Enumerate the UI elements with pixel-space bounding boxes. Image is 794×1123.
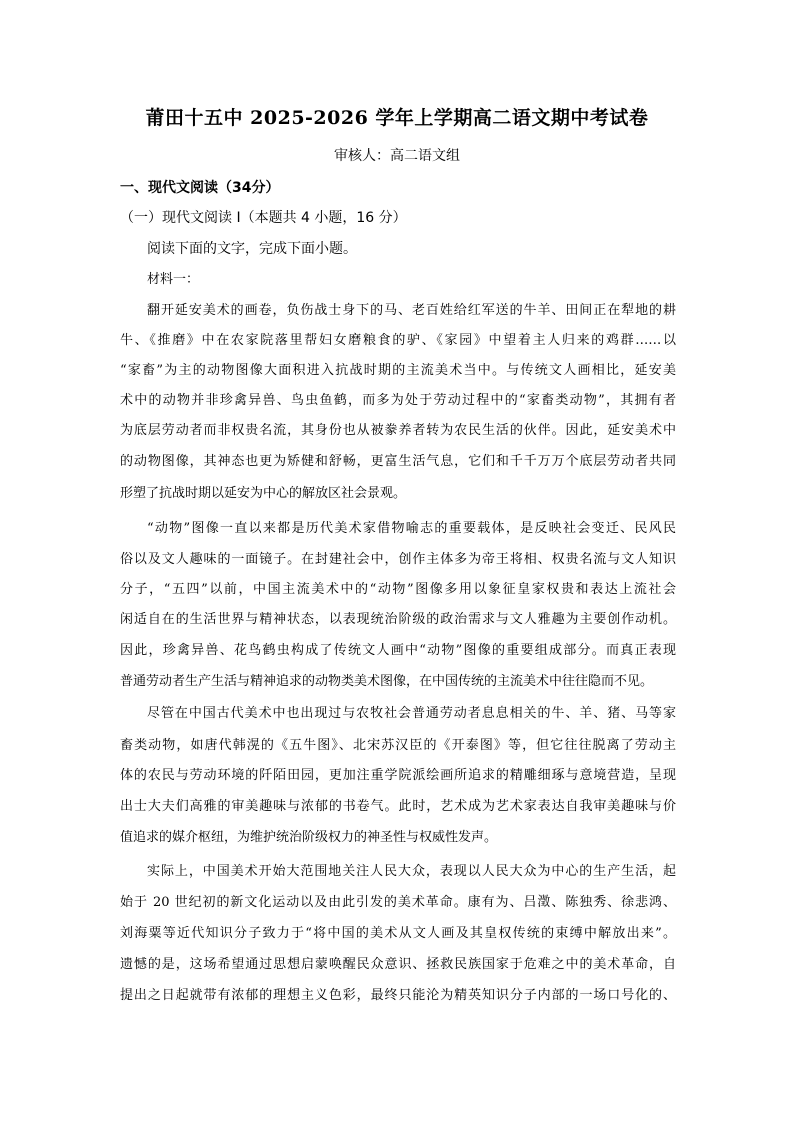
- page-title: 莆田十五中 2025-2026 学年上学期高二语文期中考试卷: [145, 107, 649, 129]
- subsection-heading: （一）现代文阅读 I（本题共 4 小题，16 分）: [120, 210, 407, 226]
- paragraph-line: 普通劳动者生产生活与精神追求的动物类美术图像，在中国传统的主流美术中往往隐而不见。: [120, 674, 654, 689]
- paragraph-line: 尽管在中国古代美术中也出现过与农牧社会普通劳动者息息相关的牛、羊、猪、马等家: [147, 706, 676, 721]
- paragraph-line: 翻开延安美术的画卷，负伤战士身下的马、老百姓给红军送的牛羊、田间正在犁地的耕: [147, 303, 676, 318]
- paragraph-line: 因此，珍禽异兽、花鸟鹤虫构成了传统文人画中“动物”图像的重要组成部分。而真正表现: [120, 643, 676, 658]
- paragraph-line: 始于 20 世纪初的新文化运动以及由此引发的美术革命。康有为、吕澂、陈独秀、徐悲鸿、: [120, 895, 676, 910]
- paragraph-line: 为底层劳动者而非权贵名流，其身份也从被豢养者转为农民生活的伙伴。因此，延安美术中: [120, 423, 676, 438]
- paragraph-line: 牛、《推磨》中在农家院落里帮妇女磨粮食的驴、《家园》中望着主人归来的鸡群……以: [120, 333, 676, 348]
- paragraph-line: 形塑了抗战时期以延安为中心的解放区社会景观。: [120, 486, 407, 501]
- paragraph-line: 值追求的媒介枢纽，为维护统治阶级权力的神圣性与权威性发声。: [120, 830, 498, 845]
- paragraph-line: 体的农民与劳动环境的阡陌田园，更加注重学院派绘画所追求的精雕细琢与意境营造，呈现: [120, 768, 676, 783]
- paragraph-line: 提出之日起就带有浓郁的理想主义色彩，最终只能沦为精英知识分子内部的一场口号化的、: [120, 988, 676, 1003]
- paragraph-line: “家畜”为主的动物图像大面积进入抗战时期的主流美术当中。与传统文人画相比，延安美: [120, 363, 676, 378]
- paragraph-line: 术中的动物并非珍禽异兽、鸟虫鱼鹤，而多为处于劳动过程中的“家畜类动物”，其拥有者: [120, 393, 676, 408]
- paragraph-line: 分子，“五四”以前，中国主流美术中的“动物”图像多用以象征皇家权贵和表达上流社会: [120, 582, 676, 597]
- paragraph-line: 出士大夫们高雅的审美趣味与浓郁的书卷气。此时，艺术成为艺术家表达自我审美趣味与价: [120, 799, 676, 814]
- paragraph-line: 刘海粟等近代知识分子致力于“将中国的美术从文人画及其皇权传统的束缚中解放出来”。: [120, 926, 676, 941]
- section-heading: 一、现代文阅读（34分）: [120, 180, 280, 196]
- paragraph-line: 遗憾的是，这场希望通过思想启蒙唤醒民众意识、拯救民族国家于危难之中的美术革命，自: [120, 957, 676, 972]
- paragraph-line: 畜类动物，如唐代韩滉的《五牛图》、北宋苏汉臣的《开泰图》等，但它往往脱离了劳动主: [120, 738, 676, 753]
- paragraph-line: 的动物图像，其神态也更为矫健和舒畅，更富生活气息，它们和千千万万个底层劳动者共同: [120, 454, 676, 469]
- reading-instruction: 阅读下面的文字，完成下面小题。: [147, 241, 357, 257]
- paragraph-line: 实际上，中国美术开始大范围地关注人民大众，表现以人民大众为中心的生产生活，起: [147, 864, 676, 879]
- paragraph-line: “动物”图像一直以来都是历代美术家借物喻志的重要载体，是反映社会变迁、民风民: [147, 521, 676, 536]
- reviewer-line: 审核人：高二语文组: [334, 148, 460, 164]
- paragraph-line: 闲适自在的生活世界与精神状态，以表现统治阶级的政治需求与文人雅趣为主要创作动机。: [120, 612, 676, 627]
- paragraph-line: 俗以及文人趣味的一面镜子。在封建社会中，创作主体多为帝王将相、权贵名流与文人知识: [120, 552, 676, 567]
- material-label: 材料一：: [147, 272, 200, 287]
